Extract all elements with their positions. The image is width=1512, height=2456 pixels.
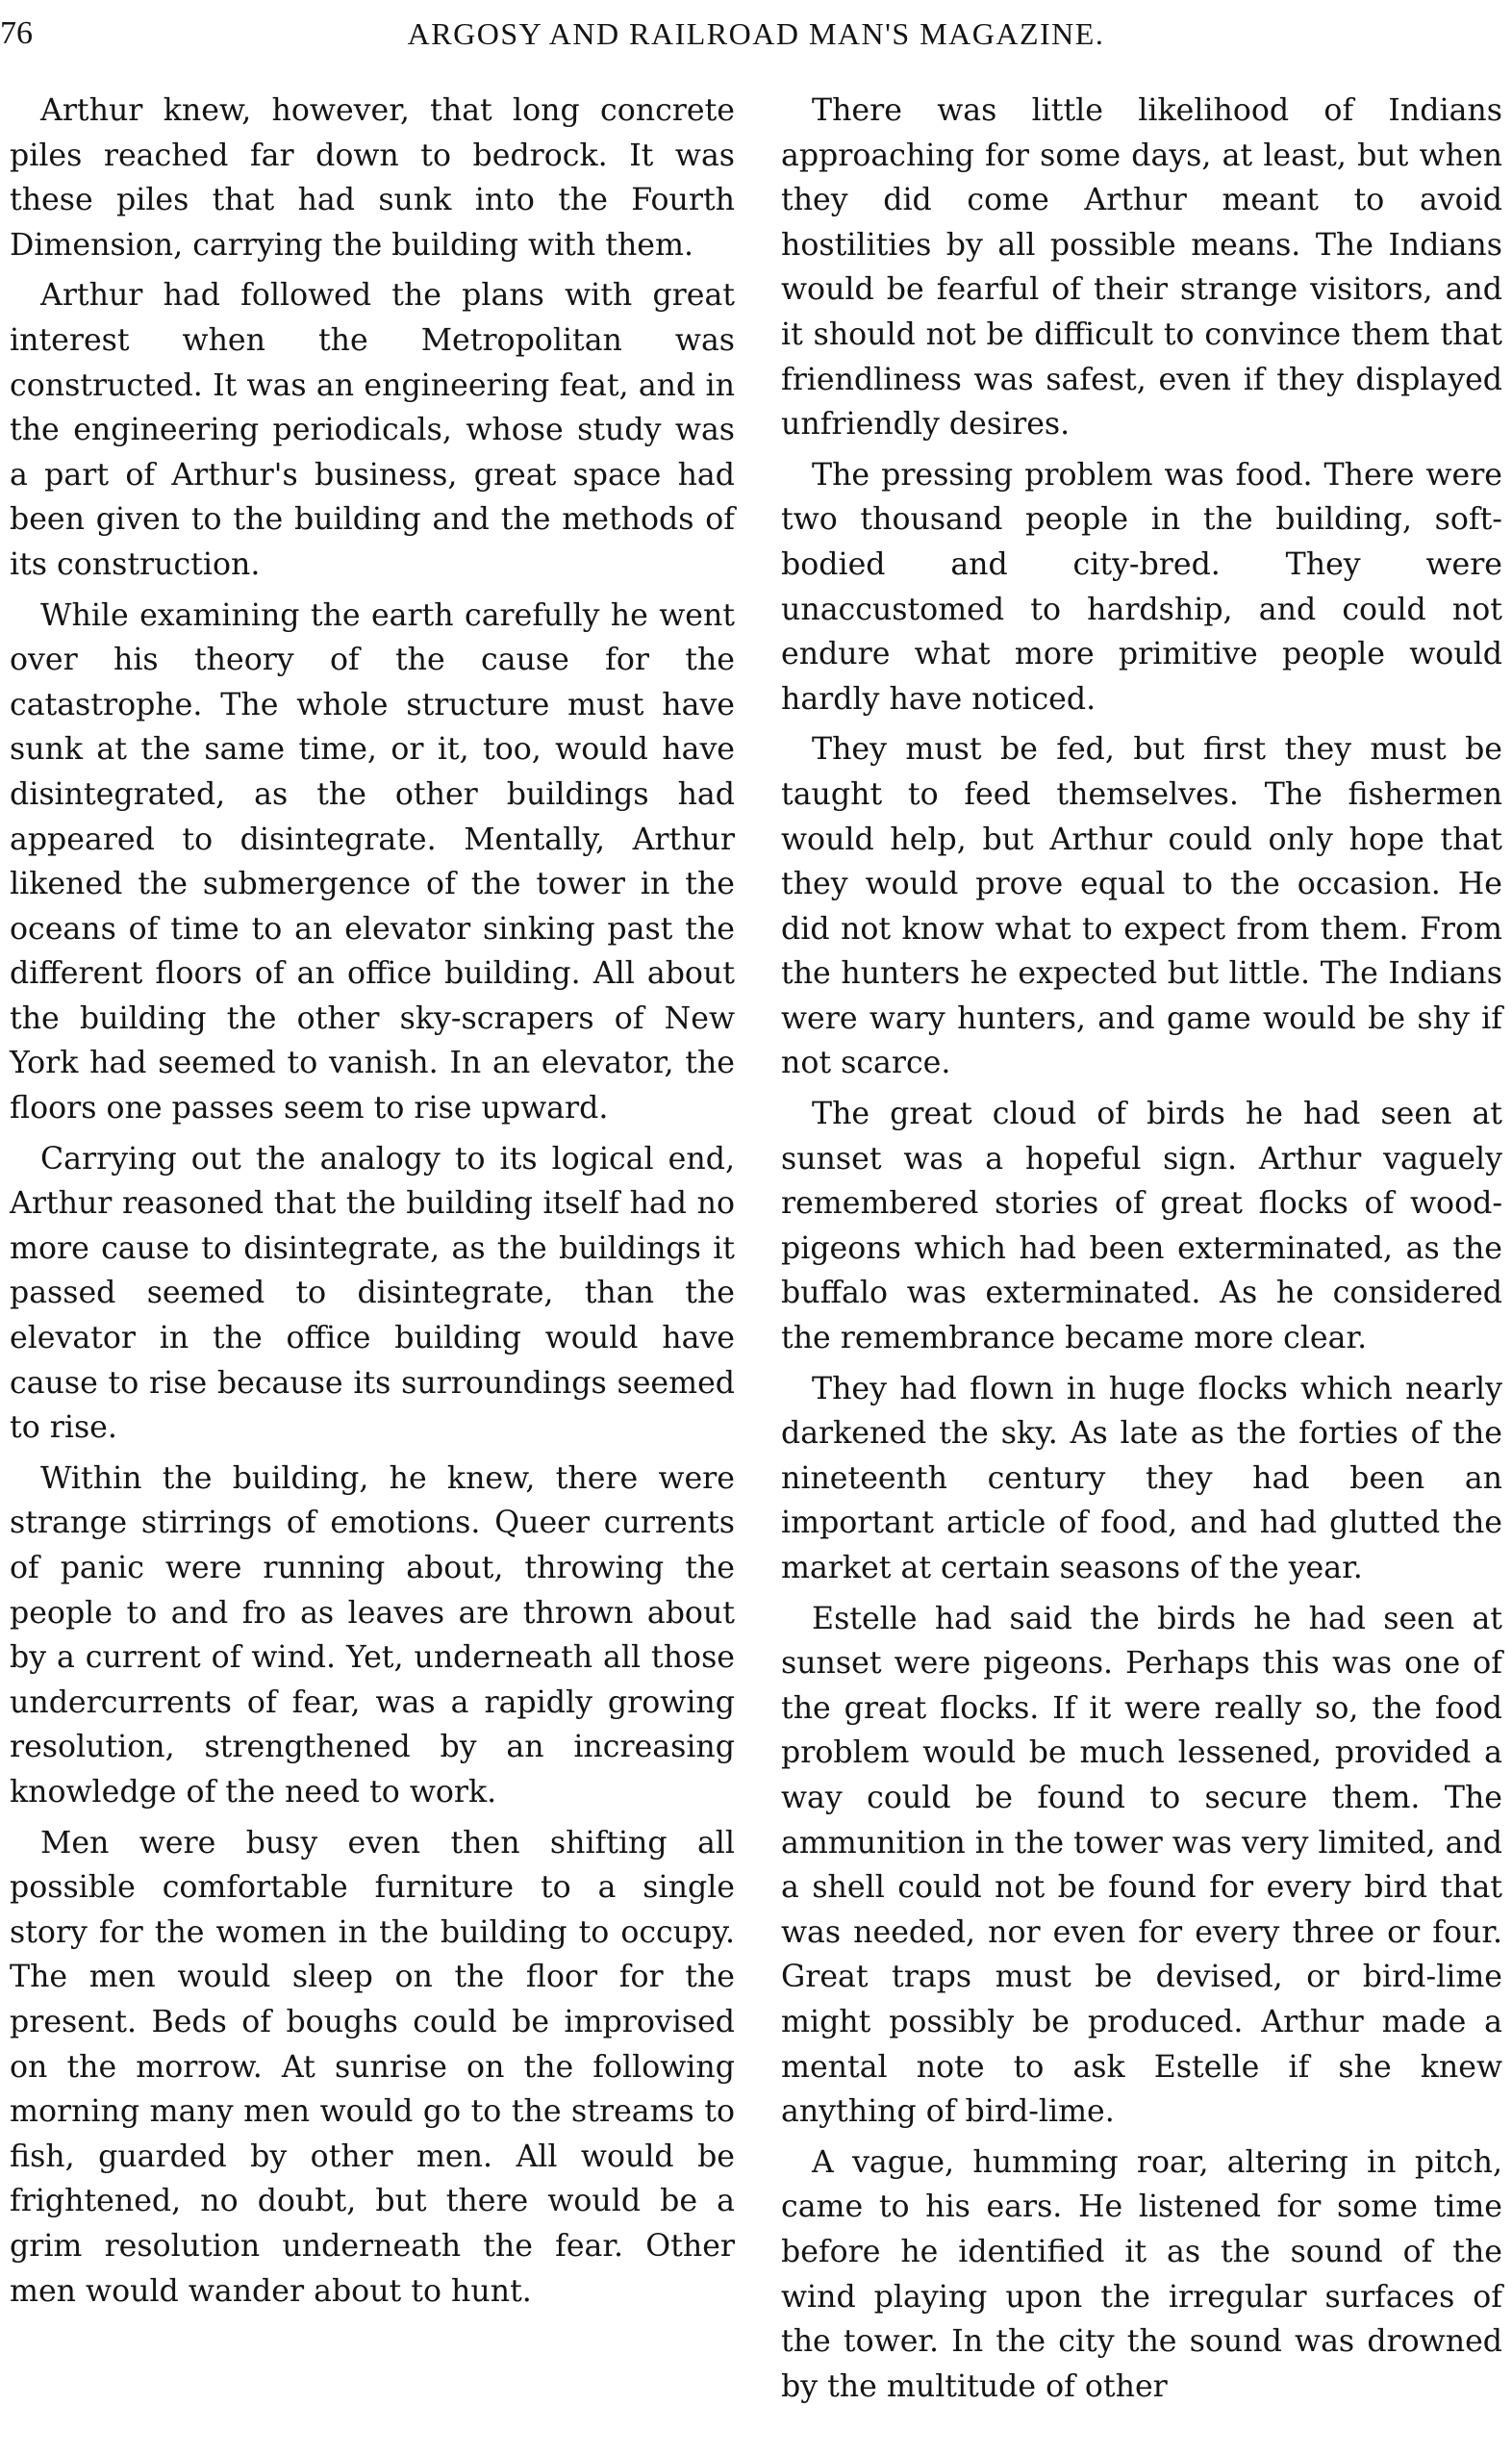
left-paragraph-6: Men were busy even then shifting all possible comfortable furniture to a single story for the women in the building to occupy. The men would sleep on the floor for the present. Beds of boughs could be improvised on the morrow. At sunrise on the following morning many men would go to the streams to fish, guarded by other men. All would be frightened, no doubt, but there would be a grim resolution underneath the fear. Other men would wander about to hunt. bbox=[10, 1825, 735, 2309]
left-paragraph-4: Carrying out the analogy to its logical end, Arthur reasoned that the building itself had no more cause to disintegrate, as the buildings it passed seemed to disintegrate, than the elevator in the office building would have cause to rise because its surroundings seemed to rise. bbox=[10, 1141, 735, 1446]
right-paragraph-1: There was little likelihood of Indians approaching for some days, at least, but when they did come Arthur meant to avoid hostilities by all possible means. The Indians would be fearful of their strange visitors, and it should not be difficult to convince them that friendliness was safest, even if they displayed unfriendly desires. bbox=[781, 93, 1502, 443]
right-paragraph-4: The great cloud of birds he had seen at sunset was a hopeful sign. Arthur vaguely remembered stories of great flocks of wood-pigeons which had been exterminated, as the buffalo was exterminated. As he considered the remembrance became more clear. bbox=[781, 1097, 1502, 1356]
text-columns bbox=[10, 89, 1502, 2415]
left-paragraph-2: Arthur had followed the plans with great interest when the Metropolitan was constructed. It was an engineering feat, and in the engineering periodicals, whose study was a part of Arthur's business, great space had been given to the building and the methods of its construction. bbox=[10, 278, 735, 582]
right-paragraph-2: The pressing problem was food. There were two thousand people in the building, soft-bodied and city-bred. They were unaccustomed to hardship, and could not endure what more primitive people would hardly have noticed. bbox=[781, 457, 1502, 717]
left-paragraph-1: Arthur knew, however, that long concrete piles reached far down to bedrock. It was these piles that had sunk into the Fourth Dimension, carrying the building with them. bbox=[10, 93, 735, 263]
left-paragraph-5: Within the building, he knew, there were strange stirrings of emotions. Queer currents of panic were running about, throwing the people to and fro as leaves are thrown about by a current of wind. Yet, underneath all those undercurrents of fear, was a rapidly growing resolution, strengthened by an increasing knowledge of the need to work. bbox=[10, 1460, 735, 1810]
running-title: ARGOSY AND RAILROAD MAN'S MAGAZINE. bbox=[407, 16, 1105, 51]
right-column bbox=[771, 89, 1502, 2415]
page-header bbox=[0, 13, 1512, 54]
page-number: 76 bbox=[0, 15, 33, 51]
left-paragraph-3: While examining the earth carefully he went over his theory of the cause for the catastrophe. The whole structure must have sunk at the same time, or it, too, would have disintegrated, as the other buildings had appeared to disintegrate. Mentally, Arthur likened the submergence of the tower in the oceans of time to an elevator sinking past the different floors of an office building. All about the building the other sky-scrapers of New York had seemed to vanish. In an elevator, the floors one passes seem to rise upward. bbox=[10, 597, 735, 1127]
right-paragraph-3: They must be fed, but first they must be taught to feed themselves. The fishermen would help, but Arthur could only hope that they would prove equal to the occasion. He did not know what to expect from them. From the hunters he expected but little. The Indians were wary hunters, and game would be shy if not scarce. bbox=[781, 732, 1502, 1081]
left-column bbox=[10, 89, 741, 2415]
right-paragraph-7: A vague, humming roar, altering in pitch, came to his ears. He listened for some time before he identified it as the sound of the wind playing upon the irregular surfaces of the tower. In the city the sound was drowned by the multitude of other bbox=[781, 2144, 1502, 2404]
right-paragraph-6: Estelle had said the birds he had seen at sunset were pigeons. Perhaps this was one of the great flocks. If it were really so, the food problem would be much lessened, provided a way could be found to secure them. The ammunition in the tower was very limited, and a shell could not be found for every bird that was needed, nor even for every three or four. Great traps must be devised, or bird-lime might possibly be produced. Arthur made a mental note to ask Estelle if she knew anything of bird-lime. bbox=[781, 1601, 1502, 2130]
right-paragraph-5: They had flown in huge flocks which nearly darkened the sky. As late as the forties of the nineteenth century they had been an important article of food, and had glutted the market at certain seasons of the year. bbox=[781, 1371, 1502, 1585]
